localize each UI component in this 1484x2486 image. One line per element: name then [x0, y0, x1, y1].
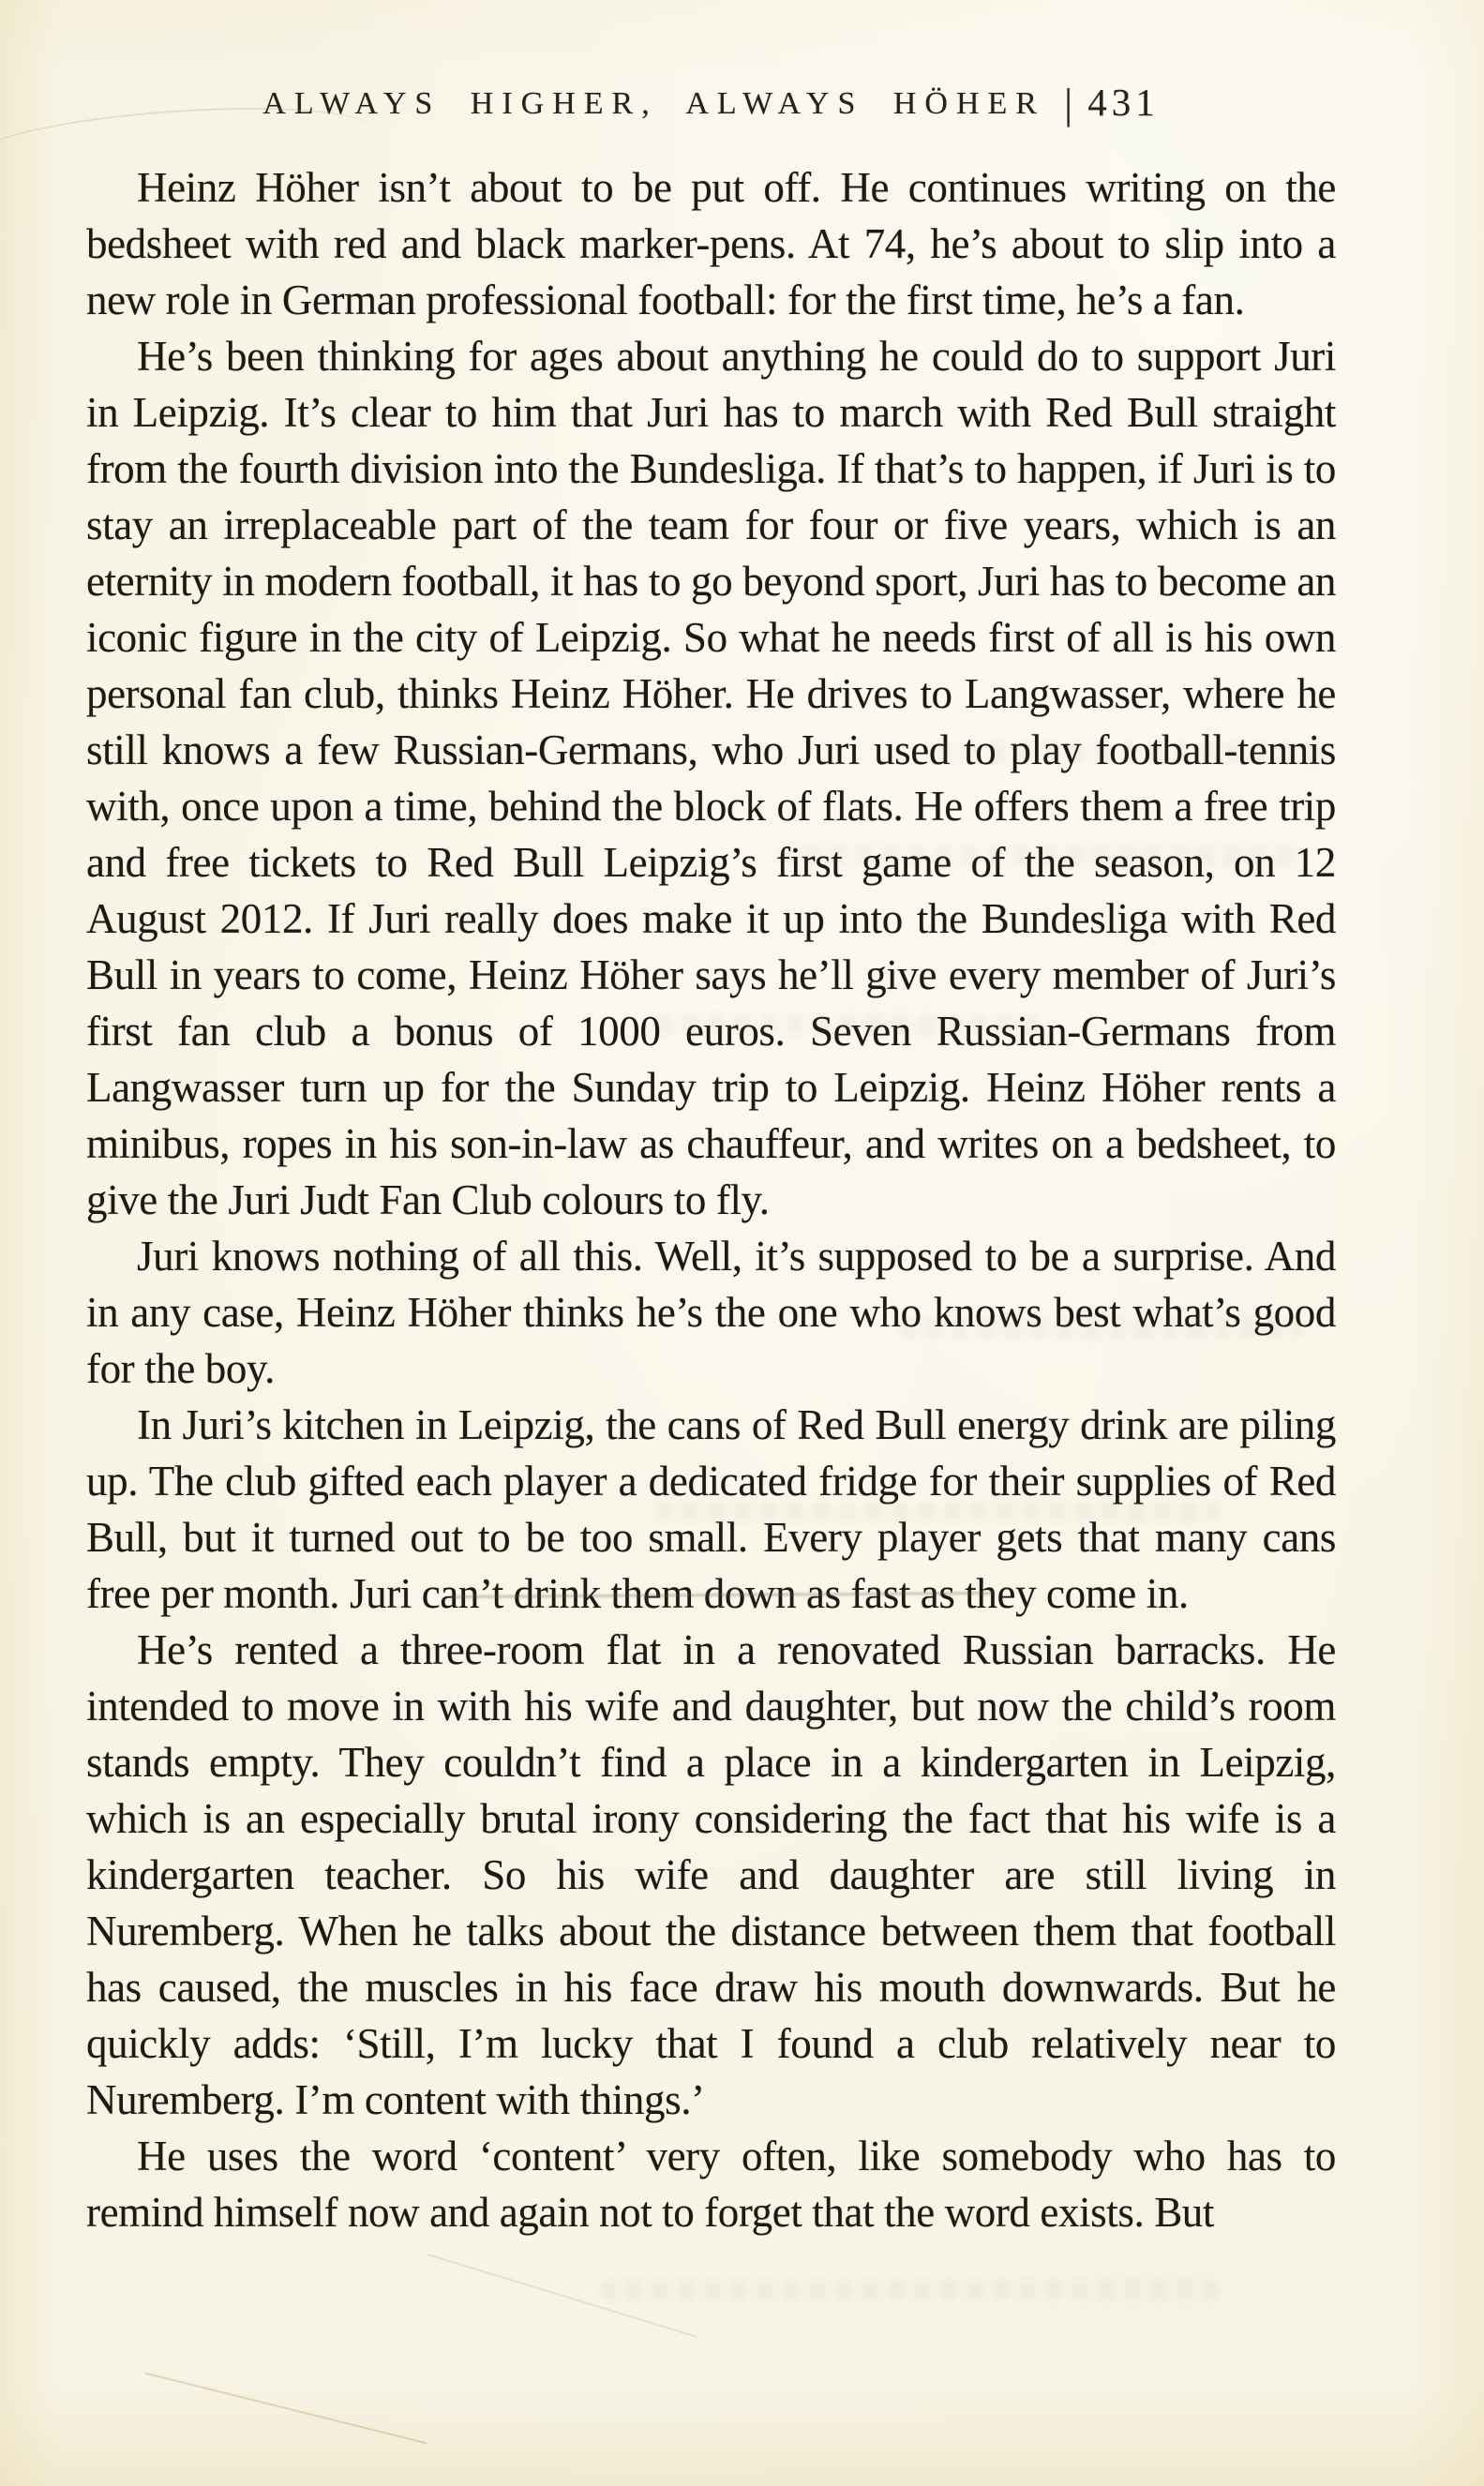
- page-body: [86, 159, 1336, 2240]
- paragraph: Juri knows nothing of all this. Well, it’s supposed to be a surprise. And in any case, Heinz Höher thinks he’s the one who knows best what’s good for the boy.: [86, 1233, 1336, 1392]
- paragraph: He uses the word ‘content’ very often, like somebody who has to remind himself now and again not to forget that the word exists. But: [86, 2133, 1336, 2236]
- chapter-title: ALWAYS HIGHER, ALWAYS HÖHER: [262, 86, 1045, 121]
- scan-scratch-artifact: [427, 2254, 697, 2338]
- paragraph: He’s rented a three-room flat in a renovated Russian barracks. He intended to move in with his wife and daughter, but now the child’s room stands empty. They couldn’t find a place in a kindergarten in Leipzig, which is an especially brutal irony considering the fact that his wife is a kindergarten teacher. So his wife and daughter are still living in Nuremberg. When he talks about the distance between them that football has caused, the muscles in his face draw his mouth downwards. But he quickly adds: ‘Still, I’m lucky that I found a club relatively near to Nuremberg. I’m content with things.’: [86, 1626, 1336, 2123]
- paragraph: He’s been thinking for ages about anything he could do to support Juri in Leipzig. It’s clear to him that Juri has to march with Red Bull straight from the fourth division into the Bundesliga. If that’s to happen, if Juri is to stay an irreplaceable part of the team for four or five years, which is an eternity in modern football, it has to go beyond sport, Juri has to become an iconic figure in the city of Leipzig. So what he needs first of all is his own personal fan club, thinks Heinz Höher. He drives to Langwasser, where he still knows a few Russian-Germans, who Juri used to play football-tennis with, once upon a time, behind the block of flats. He offers them a free trip and free tickets to Red Bull Leipzig’s first game of the season, on 12 August 2012. If Juri really does make it up into the Bundesliga with Red Bull in years to come, Heinz Höher says he’ll give every member of Juri’s first fan club a bonus of 1000 euros. Seven Russian-Germans from Langwasser turn up for the Sunday trip to Leipzig. Heinz Höher rents a minibus, ropes in his son-in-law as chauffeur, and writes on a bedsheet, to give the Juri Judt Fan Club colours to fly.: [86, 333, 1336, 1223]
- header-separator: |: [1063, 80, 1073, 127]
- running-header: [86, 79, 1336, 128]
- paragraph: In Juri’s kitchen in Leipzig, the cans of Red Bull energy drink are piling up. The club gifted each player a dedicated fridge for their supplies of Red Bull, but it turned out to be too small. Every player gets that many cans free per month. Juri can’t drink them down as fast as they come in.: [86, 1401, 1336, 1617]
- page-number: 431: [1087, 81, 1160, 124]
- scan-showthrough-artifact: [600, 2280, 1219, 2300]
- paragraph: Heinz Höher isn’t about to be put off. He continues writing on the bedsheet with red and black marker-pens. At 74, he’s about to slip into a new role in German professional football: for the first time, he’s a fan.: [86, 164, 1336, 323]
- scan-scratch-artifact: [144, 2373, 427, 2445]
